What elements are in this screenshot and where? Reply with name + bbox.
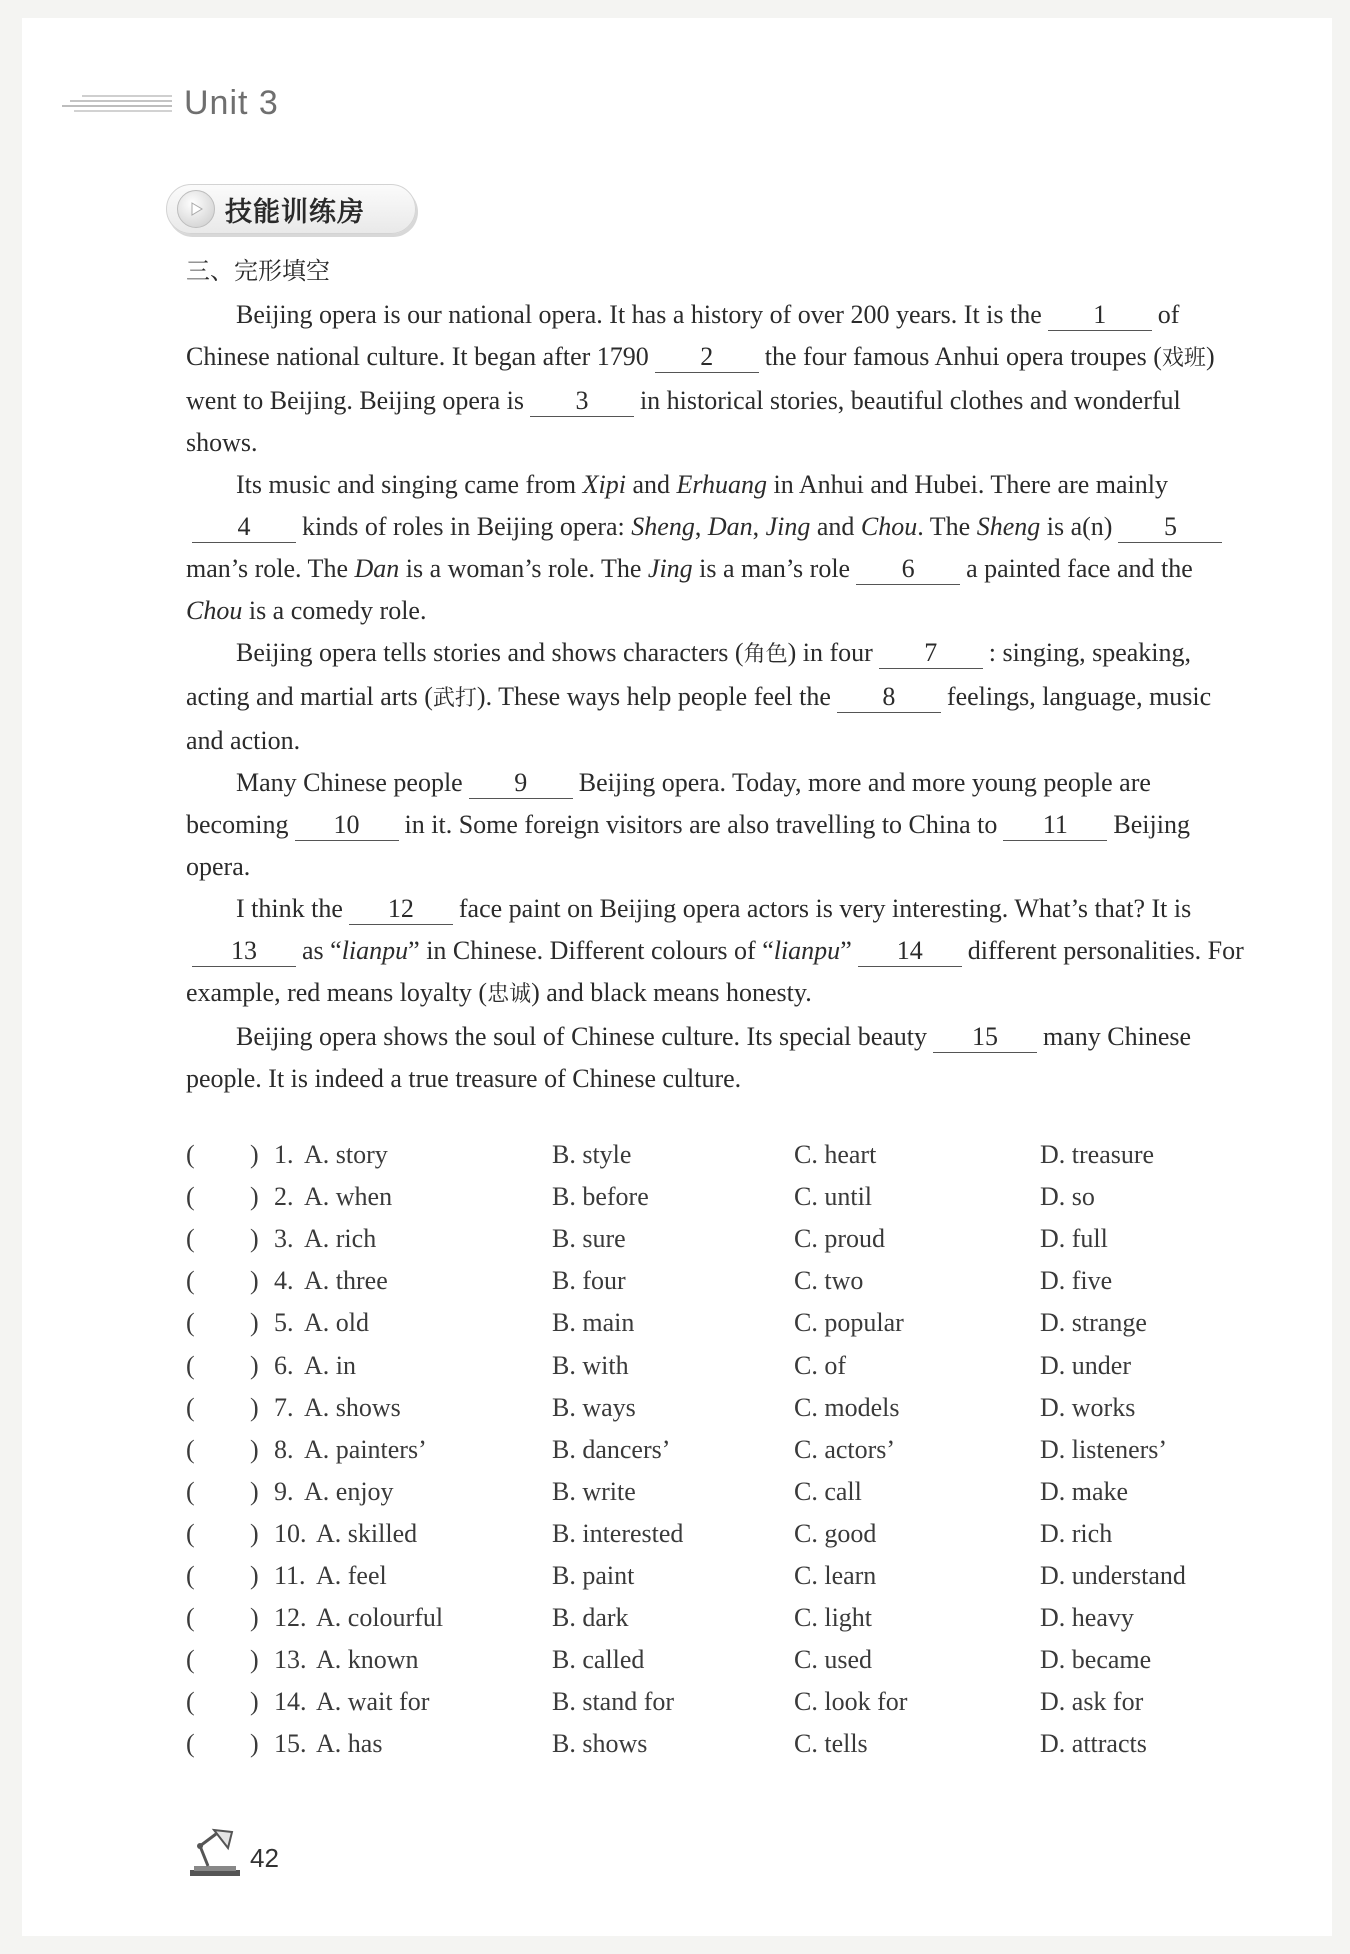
option-a: A. known (316, 1645, 419, 1675)
option-a: A. wait for (316, 1687, 430, 1717)
italic-term: Sheng (631, 512, 695, 541)
option-row: ( ) 11. A. feel B. paint C. learn D. understand (186, 1555, 1246, 1597)
question-number: 14. (274, 1687, 307, 1717)
option-b: B. called (552, 1645, 645, 1675)
option-a: A. painters’ (304, 1434, 427, 1464)
option-c: C. learn (794, 1560, 877, 1590)
option-row: ( ) 7. A. shows B. ways C. models D. works (186, 1387, 1246, 1429)
options-list (186, 1134, 1246, 1765)
option-b: B. four (552, 1266, 626, 1296)
passage-paragraph (186, 1016, 1244, 1100)
page-number: 42 (250, 1843, 279, 1873)
answer-blank: 6 (856, 554, 960, 585)
option-row: ( ) 9. A. enjoy B. write C. call D. make (186, 1471, 1246, 1513)
passage-text: Beijing opera shows the soul of Chinese culture. Its special beauty (236, 1022, 928, 1051)
passage-text: ) in four (787, 638, 873, 667)
question-number: 2. (274, 1182, 294, 1212)
option-d: D. works (1040, 1392, 1136, 1422)
option-d: D. five (1040, 1266, 1113, 1296)
italic-term: Sheng (976, 512, 1041, 541)
option-c: C. light (794, 1603, 873, 1633)
option-b: B. shows (552, 1729, 648, 1759)
passage-text: man’s role. The (186, 554, 355, 583)
option-b: B. sure (552, 1224, 626, 1254)
passage-paragraph (186, 632, 1244, 762)
option-a: A. three (304, 1266, 388, 1296)
passage-text: ) and black means honesty. (531, 978, 812, 1007)
option-row: ( ) 5. A. old B. main C. popular D. strange (186, 1302, 1246, 1344)
passage-text: , (752, 512, 766, 541)
cloze-passage (186, 294, 1244, 1100)
option-d: D. heavy (1040, 1603, 1134, 1633)
option-c: C. until (794, 1182, 873, 1212)
passage-text: I think the (236, 894, 343, 923)
passage-text: and (810, 512, 861, 541)
option-c: C. look for (794, 1687, 908, 1717)
option-row: ( ) 15. A. has B. shows C. tells D. attracts (186, 1723, 1246, 1765)
option-a: A. old (304, 1308, 369, 1338)
option-row: ( ) 6. A. in B. with C. of D. under (186, 1344, 1246, 1386)
passage-text: Beijing opera is our national opera. It has a history of over 200 years. It is the (236, 300, 1042, 329)
option-row: ( ) 8. A. painters’ B. dancers’ C. actors’ D. listeners’ (186, 1429, 1246, 1471)
passage-text: of Chinese national culture. It began after 1790 (186, 300, 1180, 371)
italic-term: Xipi (582, 470, 626, 499)
passage-text: ” in Chinese. Different colours of “ (408, 936, 774, 965)
passage-text: face paint on Beijing opera actors is very interesting. What’s that? It is (458, 894, 1192, 923)
question-number: 5. (274, 1308, 294, 1338)
option-b: B. with (552, 1350, 629, 1380)
option-b: B. style (552, 1140, 632, 1170)
option-d: D. so (1040, 1182, 1095, 1212)
option-c: C. call (794, 1476, 862, 1506)
option-c: C. used (794, 1645, 872, 1675)
option-d: D. under (1040, 1350, 1131, 1380)
italic-term: Chou (186, 596, 243, 625)
option-row: ( ) 14. A. wait for B. stand for C. look for D. ask for (186, 1681, 1246, 1723)
passage-text: is a woman’s role. The (399, 554, 648, 583)
unit-header (62, 84, 279, 123)
option-d: D. strange (1040, 1308, 1147, 1338)
option-d: D. make (1040, 1476, 1129, 1506)
option-c: C. proud (794, 1224, 885, 1254)
chinese-gloss: 武打 (432, 686, 477, 711)
passage-paragraph (186, 294, 1244, 464)
passage-text: in it. Some foreign visitors are also travelling to China to (404, 810, 998, 839)
option-a: A. feel (316, 1560, 387, 1590)
passage-text: is a man’s role (692, 554, 851, 583)
passage-paragraph (186, 888, 1244, 1016)
passage-text: the four famous Anhui opera troupes ( (764, 342, 1162, 371)
passage-text: in Anhui and Hubei. There are mainly (767, 470, 1168, 499)
option-b: B. interested (552, 1518, 684, 1548)
option-a: A. story (304, 1140, 388, 1170)
passage-text: , (694, 512, 708, 541)
answer-blank: 5 (1118, 512, 1222, 543)
chinese-gloss: 角色 (743, 642, 788, 667)
option-c: C. good (794, 1518, 877, 1548)
page-footer (186, 1826, 279, 1878)
answer-blank: 15 (933, 1022, 1037, 1053)
option-c: C. of (794, 1350, 846, 1380)
answer-blank: 4 (192, 512, 296, 543)
passage-text: ) went to Beijing. Beijing opera is (186, 342, 1215, 415)
answer-blank: 7 (879, 638, 983, 669)
option-a: A. when (304, 1182, 393, 1212)
passage-paragraph (186, 464, 1244, 632)
option-b: B. dark (552, 1603, 629, 1633)
passage-text: a painted face and the (966, 554, 1193, 583)
play-icon (177, 190, 215, 228)
italic-term: lianpu (341, 936, 409, 965)
option-d: D. became (1040, 1645, 1152, 1675)
passage-text: . The (917, 512, 977, 541)
passage-text: is a(n) (1040, 512, 1113, 541)
italic-term: Dan (354, 554, 400, 583)
option-row: ( ) 3. A. rich B. sure C. proud D. full (186, 1218, 1246, 1260)
question-number: 4. (274, 1266, 294, 1296)
passage-text: : singing, speaking, acting and martial arts ( (186, 638, 1192, 711)
option-b: B. before (552, 1182, 649, 1212)
workbook-page (22, 18, 1332, 1936)
question-number: 1. (274, 1140, 294, 1170)
option-b: B. dancers’ (552, 1434, 671, 1464)
option-row: ( ) 13. A. known B. called C. used D. became (186, 1639, 1246, 1681)
passage-text: Beijing opera. Today, more and more young people are becoming (186, 768, 1151, 839)
option-b: B. stand for (552, 1687, 675, 1717)
option-d: D. rich (1040, 1518, 1113, 1548)
passage-text: Beijing opera. (186, 810, 1190, 881)
answer-blank: 12 (349, 894, 453, 925)
passage-text: and (625, 470, 677, 499)
option-row: ( ) 4. A. three B. four C. two D. five (186, 1260, 1246, 1302)
option-c: C. tells (794, 1729, 868, 1759)
passage-paragraph (186, 762, 1244, 888)
italic-term: Jing (765, 512, 811, 541)
option-b: B. paint (552, 1560, 635, 1590)
option-a: A. enjoy (304, 1476, 394, 1506)
passage-text: different personalities. For example, red means loyalty ( (186, 936, 1244, 1007)
option-a: A. has (316, 1729, 383, 1759)
desk-lamp-icon (186, 1826, 244, 1878)
passage-text: in historical stories, beautiful clothes and wonderful shows. (186, 386, 1181, 457)
option-b: B. main (552, 1308, 635, 1338)
question-number: 6. (274, 1350, 294, 1380)
passage-text: Its music and singing came from (236, 470, 583, 499)
option-d: D. treasure (1040, 1140, 1155, 1170)
passage-text: as “ (302, 936, 342, 965)
question-number: 13. (274, 1645, 307, 1675)
passage-text: feelings, language, music and action. (186, 682, 1212, 755)
option-d: D. ask for (1040, 1687, 1144, 1717)
italic-term: Chou (860, 512, 918, 541)
passage-text: many Chinese people. It is indeed a true treasure of Chinese culture. (186, 1022, 1192, 1093)
option-c: C. actors’ (794, 1434, 896, 1464)
question-number: 10. (274, 1518, 307, 1548)
option-a: A. in (304, 1350, 356, 1380)
answer-blank: 3 (530, 386, 634, 417)
option-c: C. two (794, 1266, 864, 1296)
answer-blank: 13 (192, 936, 296, 967)
option-row: ( ) 1. A. story B. style C. heart D. treasure (186, 1134, 1246, 1176)
option-c: C. popular (794, 1308, 904, 1338)
question-number: 3. (274, 1224, 294, 1254)
passage-text: kinds of roles in Beijing opera: (302, 512, 632, 541)
answer-blank: 2 (655, 342, 759, 373)
question-number: 12. (274, 1603, 307, 1633)
option-b: B. ways (552, 1392, 636, 1422)
italic-term: Dan (707, 512, 753, 541)
answer-blank: 11 (1003, 810, 1107, 841)
unit-title: Unit 3 (184, 84, 279, 122)
option-c: C. heart (794, 1140, 877, 1170)
passage-text: Many Chinese people (236, 768, 463, 797)
question-number: 11. (274, 1560, 306, 1590)
header-lines-icon (62, 92, 172, 116)
option-d: D. understand (1040, 1560, 1186, 1590)
question-number: 7. (274, 1392, 294, 1422)
option-row: ( ) 10. A. skilled B. interested C. good D. rich (186, 1513, 1246, 1555)
option-a: A. rich (304, 1224, 377, 1254)
task-title: 三、完形填空 (186, 257, 330, 285)
answer-blank: 9 (469, 768, 573, 799)
option-c: C. models (794, 1392, 900, 1422)
chinese-gloss: 忠诚 (487, 982, 532, 1007)
option-a: A. skilled (316, 1518, 418, 1548)
passage-text: is a comedy role. (242, 596, 427, 625)
answer-blank: 1 (1048, 300, 1152, 331)
option-d: D. listeners’ (1040, 1434, 1168, 1464)
italic-term: Erhuang (676, 470, 768, 499)
option-d: D. attracts (1040, 1729, 1147, 1759)
option-a: A. colourful (316, 1603, 444, 1633)
option-row: ( ) 2. A. when B. before C. until D. so (186, 1176, 1246, 1218)
passage-text: ” (840, 936, 852, 965)
section-tag-label: 技能训练房 (225, 196, 365, 228)
chinese-gloss: 戏班 (1161, 346, 1206, 371)
answer-blank: 10 (295, 810, 399, 841)
section-tag (166, 184, 416, 234)
passage-text: ). These ways help people feel the (476, 682, 831, 711)
question-number: 9. (274, 1476, 294, 1506)
question-number: 15. (274, 1729, 307, 1759)
answer-blank: 8 (837, 682, 941, 713)
italic-term: Jing (647, 554, 693, 583)
option-a: A. shows (304, 1392, 401, 1422)
question-number: 8. (274, 1434, 294, 1464)
passage-text: Beijing opera tells stories and shows characters ( (236, 638, 744, 667)
italic-term: lianpu (773, 936, 841, 965)
answer-blank: 14 (858, 936, 962, 967)
option-d: D. full (1040, 1224, 1108, 1254)
option-b: B. write (552, 1476, 636, 1506)
option-row: ( ) 12. A. colourful B. dark C. light D. heavy (186, 1597, 1246, 1639)
